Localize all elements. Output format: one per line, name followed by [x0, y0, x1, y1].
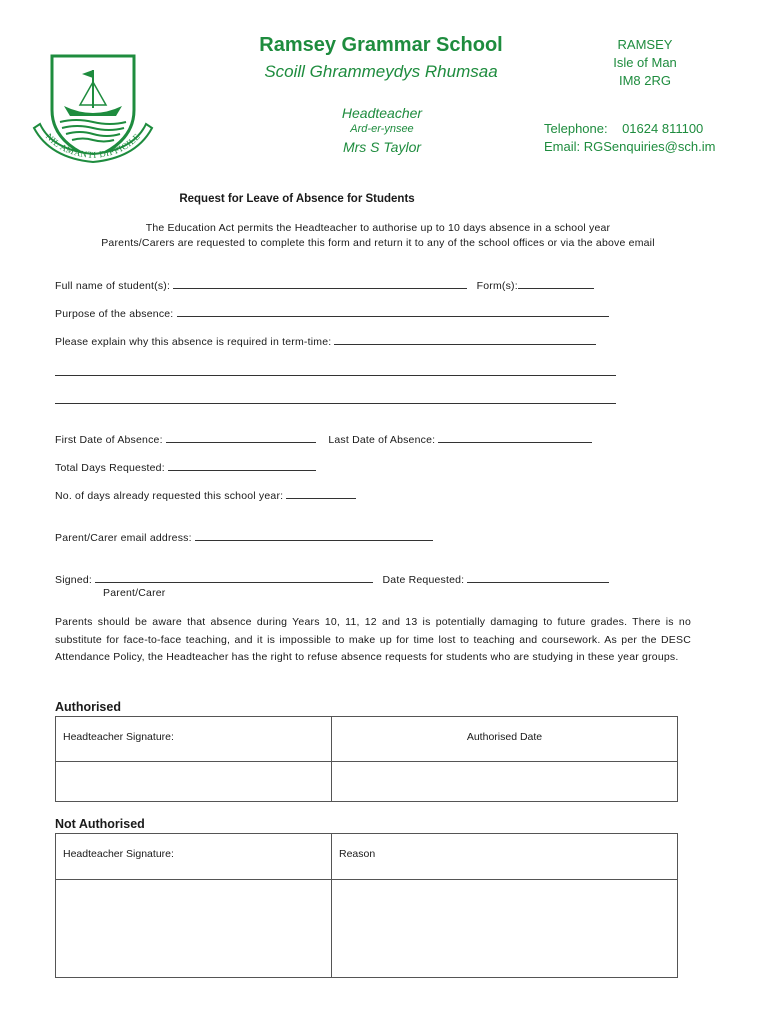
- form-blank[interactable]: [518, 279, 594, 289]
- authorised-heading: Authorised: [55, 700, 121, 714]
- days-already-field: [55, 489, 356, 502]
- not-authorised-signature-cell[interactable]: [56, 880, 332, 978]
- not-authorised-table: [55, 833, 678, 978]
- days-already-blank[interactable]: [286, 489, 356, 499]
- telephone-line: [544, 120, 703, 138]
- date-requested-blank[interactable]: [467, 573, 609, 583]
- address-line-3: IM8 2RG: [618, 73, 671, 88]
- not-authorised-reason-header: Reason: [332, 834, 678, 880]
- headteacher-name: Mrs S Taylor: [342, 139, 422, 155]
- why-blank-line-3[interactable]: [55, 403, 616, 404]
- why-label: Please explain why this absence is required in term-time:: [55, 336, 332, 348]
- why-blank-line-2[interactable]: [55, 375, 616, 376]
- form-label: Form(s):: [476, 280, 518, 292]
- headteacher-title-manx: Ard-er-ynsee: [350, 123, 414, 135]
- school-name: Ramsey Grammar School: [259, 34, 503, 56]
- notice-paragraph: Parents should be aware that absence during Years 10, 11, 12 and 13 is potentially damaging to future grades. There is no substitute for face-to-face teaching, and it is impossible to make up for time lost to teaching and coursework. As per the DESC Attendance Policy, the Headteacher has the right to refuse absence requests for students who are studying in these year groups.: [55, 616, 691, 663]
- signed-blank[interactable]: [95, 573, 373, 583]
- purpose-label: Purpose of the absence:: [55, 308, 174, 320]
- intro-line-2: Parents/Carers are requested to complete this form and return it to any of the school offices or via the above email: [101, 237, 655, 249]
- student-name-blank[interactable]: [173, 279, 467, 289]
- why-blank[interactable]: [334, 335, 596, 345]
- authorised-signature-header: Headteacher Signature:: [56, 717, 332, 762]
- days-already-label: No. of days already requested this school year:: [55, 490, 284, 502]
- form-title: Request for Leave of Absence for Students: [179, 193, 415, 205]
- student-name-field: [55, 279, 594, 292]
- telephone-number: 01624 811100: [622, 121, 704, 136]
- total-days-blank[interactable]: [168, 461, 316, 471]
- signed-sublabel: Parent/Carer: [103, 587, 166, 599]
- not-authorised-signature-header: Headteacher Signature:: [56, 834, 332, 880]
- not-authorised-heading: Not Authorised: [55, 817, 145, 831]
- not-authorised-reason-cell[interactable]: [332, 880, 678, 978]
- why-field: [55, 335, 596, 348]
- parent-email-blank[interactable]: [195, 531, 433, 541]
- parent-email-field: [55, 531, 433, 544]
- last-date-blank[interactable]: [438, 433, 592, 443]
- authorised-date-cell[interactable]: [332, 762, 678, 802]
- last-date-label: Last Date of Absence:: [328, 434, 436, 446]
- purpose-blank[interactable]: [177, 307, 609, 317]
- authorised-signature-cell[interactable]: [56, 762, 332, 802]
- intro-line-1: The Education Act permits the Headteacher to authorise up to 10 days absence in a school year: [145, 222, 611, 234]
- dates-field: [55, 433, 592, 446]
- email-line: [544, 138, 715, 156]
- address-line-2: Isle of Man: [613, 55, 677, 70]
- school-name-manx: Scoill Ghrammeydys Rhumsaa: [264, 62, 498, 81]
- total-days-label: Total Days Requested:: [55, 462, 165, 474]
- date-requested-label: Date Requested:: [382, 574, 465, 586]
- authorised-table: [55, 716, 678, 802]
- first-date-label: First Date of Absence:: [55, 434, 163, 446]
- student-name-label: Full name of student(s):: [55, 280, 171, 292]
- total-days-field: [55, 461, 316, 474]
- address-line-1: RAMSEY: [617, 37, 673, 52]
- authorised-date-header: Authorised Date: [332, 717, 678, 762]
- email-address[interactable]: RGSenquiries@sch.im: [583, 139, 716, 154]
- purpose-field: [55, 307, 609, 320]
- telephone-label: Telephone:: [544, 121, 608, 136]
- school-crest-logo: [30, 50, 156, 170]
- crest-motto: NIL AMANTI DIFFICILE: [43, 131, 143, 161]
- headteacher-title: Headteacher: [341, 105, 423, 121]
- first-date-blank[interactable]: [166, 433, 316, 443]
- parent-email-label: Parent/Carer email address:: [55, 532, 192, 544]
- email-label: Email:: [544, 139, 581, 154]
- signed-label: Signed:: [55, 574, 93, 586]
- signed-field: [55, 573, 609, 586]
